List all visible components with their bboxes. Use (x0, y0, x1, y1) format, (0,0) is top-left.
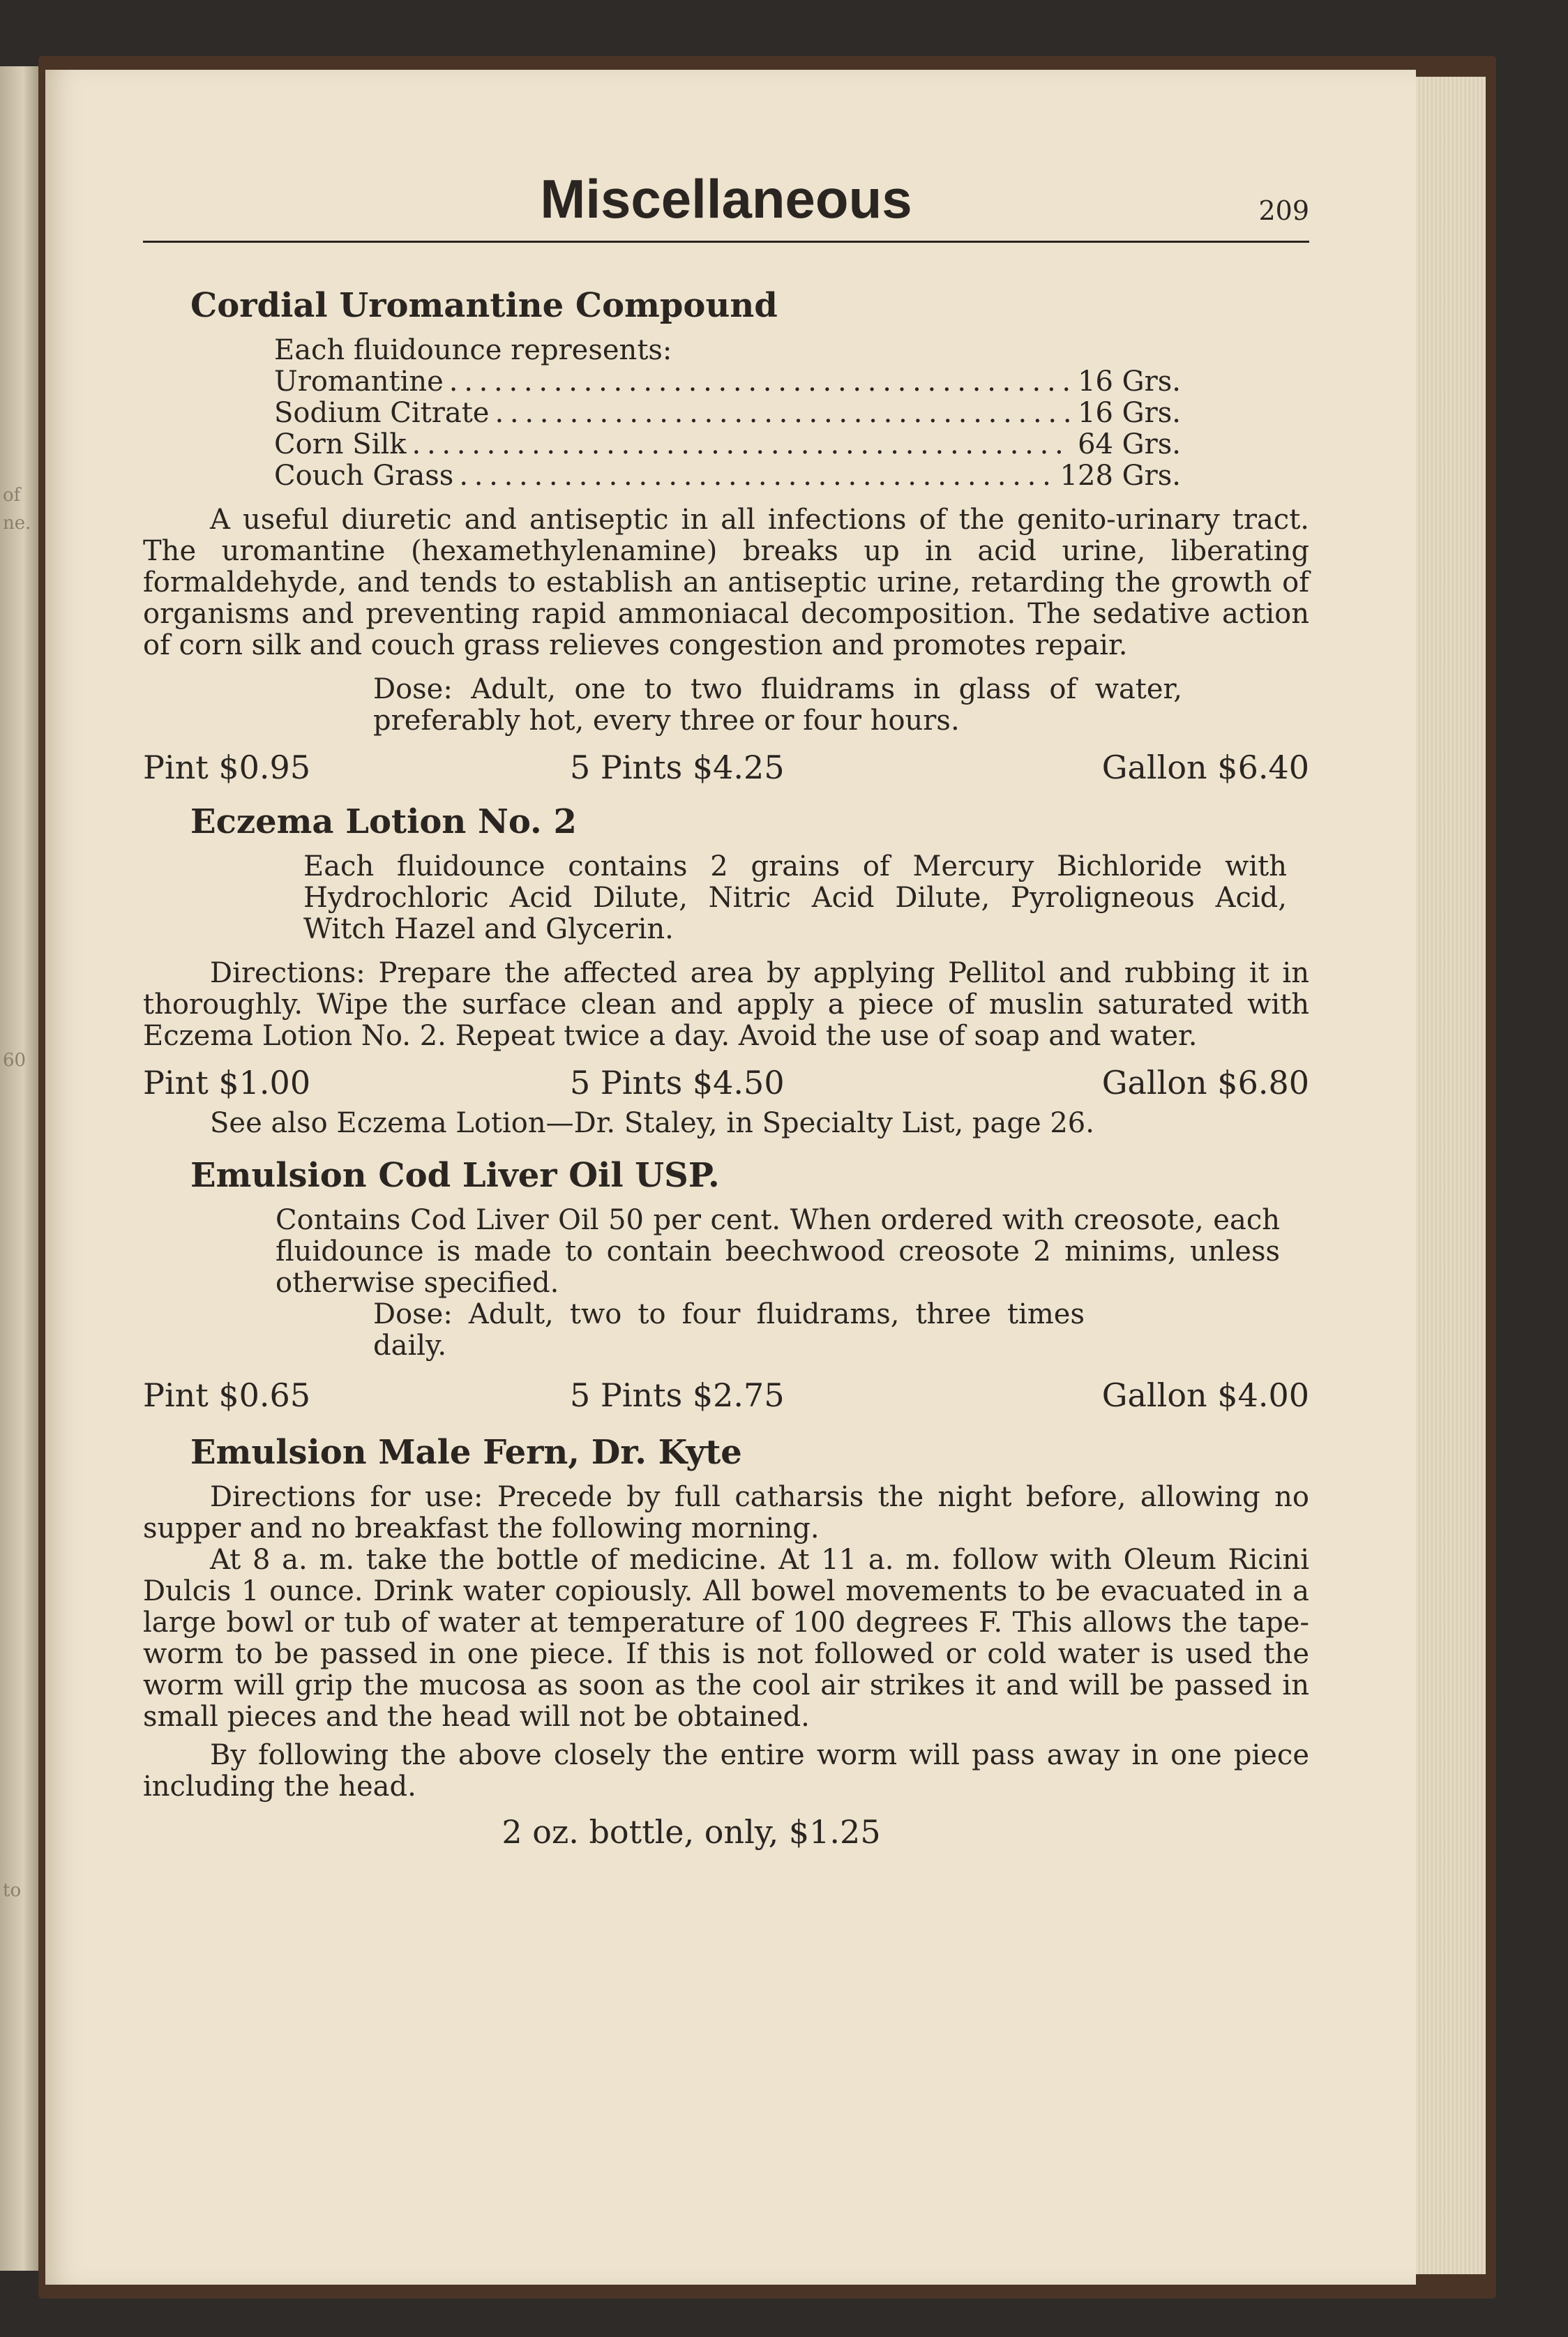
leader-dots (495, 398, 1072, 429)
composition-text: Each fluidounce contains 2 grains of Mercury Bichloride with Hydrochloric Acid Dilute, Nitric Acid Dilute, Pyroligneous Acid, Witch Hazel and Glycerin. (303, 850, 1287, 945)
price-gallon: Gallon $6.40 (1101, 749, 1309, 786)
bottle-price: 2 oz. bottle, only, $1.25 (502, 1813, 881, 1851)
ingredients-intro: Each fluidounce represents: (274, 334, 672, 366)
adjacent-page-fragment: of (3, 485, 21, 506)
ingredient-amount: 128 Grs. (1060, 460, 1181, 492)
ingredient-name: Corn Silk (274, 428, 407, 460)
adjacent-page-fragment: 60 (3, 1050, 27, 1071)
price-row (143, 1062, 1309, 1104)
leader-dots (459, 460, 1054, 492)
ingredient-row (274, 366, 1181, 398)
leader-dots (449, 366, 1072, 398)
page-content (143, 164, 1309, 1853)
ingredient-amount: 64 Grs. (1078, 428, 1181, 460)
price-gallon: Gallon $4.00 (1101, 1376, 1309, 1414)
ingredient-name: Couch Grass (274, 460, 454, 492)
dose-text: Dose: Adult, one to two fluidrams in glass of water, preferably hot, every three or four hours. (373, 673, 1182, 737)
directions-paragraph: By following the above closely the entire worm will pass away in one piece including the head. (143, 1739, 1309, 1803)
adjacent-page-fragment: ne. (3, 513, 31, 534)
ingredient-name: Sodium Citrate (274, 397, 490, 429)
price-five-pints: 5 Pints $4.25 (570, 749, 785, 786)
section-heading: Emulsion Male Fern, Dr. Kyte (190, 1433, 742, 1472)
directions-paragraph: Directions for use: Precede by full catharsis the night before, allowing no supper and no breakfast the following morning. (143, 1481, 1309, 1545)
price-row (143, 746, 1309, 788)
running-header (143, 164, 1309, 243)
price-pint: Pint $1.00 (143, 1064, 311, 1102)
price-pint: Pint $0.95 (143, 749, 311, 786)
price-gallon: Gallon $6.80 (1101, 1064, 1309, 1102)
ingredient-amount: 16 Grs. (1078, 366, 1181, 398)
ingredient-amount: 16 Grs. (1078, 397, 1181, 429)
adjacent-page-edge (0, 66, 38, 2271)
page-block-edge (1409, 77, 1486, 2274)
ingredient-row (274, 460, 1181, 492)
composition-text: Contains Cod Liver Oil 50 per cent. When ordered with creosote, each fluidounce is made to contain beechwood creosote 2 minims, unless otherwise specified. (276, 1204, 1280, 1299)
page-title: Miscellaneous (540, 168, 912, 230)
section-heading: Eczema Lotion No. 2 (190, 802, 577, 841)
adjacent-page-fragment: to (3, 1880, 22, 1901)
page-number: 209 (1258, 195, 1309, 226)
price-pint: Pint $0.65 (143, 1376, 311, 1414)
book-page (45, 70, 1416, 2285)
directions-paragraph: At 8 a. m. take the bottle of medicine. At 11 a. m. follow with Oleum Ricini Dulcis 1 ounce. Drink water copiously. All bowel movements to be evacuated in a large bowl or tub of water at temperature of 100 degrees F. This allows the tape-worm to be passed in one piece. If this is not followed or cold water is used the worm will grip the mucosa as soon as the cool air strikes it and will be passed in small pieces and the head will not be obtained. (143, 1544, 1309, 1733)
price-row (143, 1374, 1309, 1416)
see-also-note: See also Eczema Lotion—Dr. Staley, in Specialty List, page 26. (210, 1107, 1094, 1139)
directions-paragraph: Directions: Prepare the affected area by applying Pellitol and rubbing it in thoroughly. Wipe the surface clean and apply a piece of muslin saturated with Eczema Lotion No. 2. Repeat twice a day. Avoid the use of soap and water. (143, 957, 1309, 1052)
ingredient-row (274, 429, 1181, 460)
description-paragraph: A useful diuretic and antiseptic in all infections of the genito-urinary tract. The uromantine (hexamethylenamine) breaks up in acid urine, liberating formaldehyde, and tends to establish an antiseptic urine, retarding the growth of organisms and preventing rapid ammoniacal decomposition. The sedative action of corn silk and couch grass relieves congestion and promotes repair. (143, 504, 1309, 661)
leader-dots (412, 429, 1073, 460)
dose-text: Dose: Adult, two to four fluidrams, three times daily. (373, 1298, 1085, 1362)
ingredient-name: Uromantine (274, 366, 444, 398)
ingredient-row (274, 398, 1181, 429)
price-five-pints: 5 Pints $2.75 (570, 1376, 785, 1414)
section-heading: Emulsion Cod Liver Oil USP. (190, 1156, 720, 1195)
price-five-pints: 5 Pints $4.50 (570, 1064, 785, 1102)
section-heading: Cordial Uromantine Compound (190, 286, 778, 325)
